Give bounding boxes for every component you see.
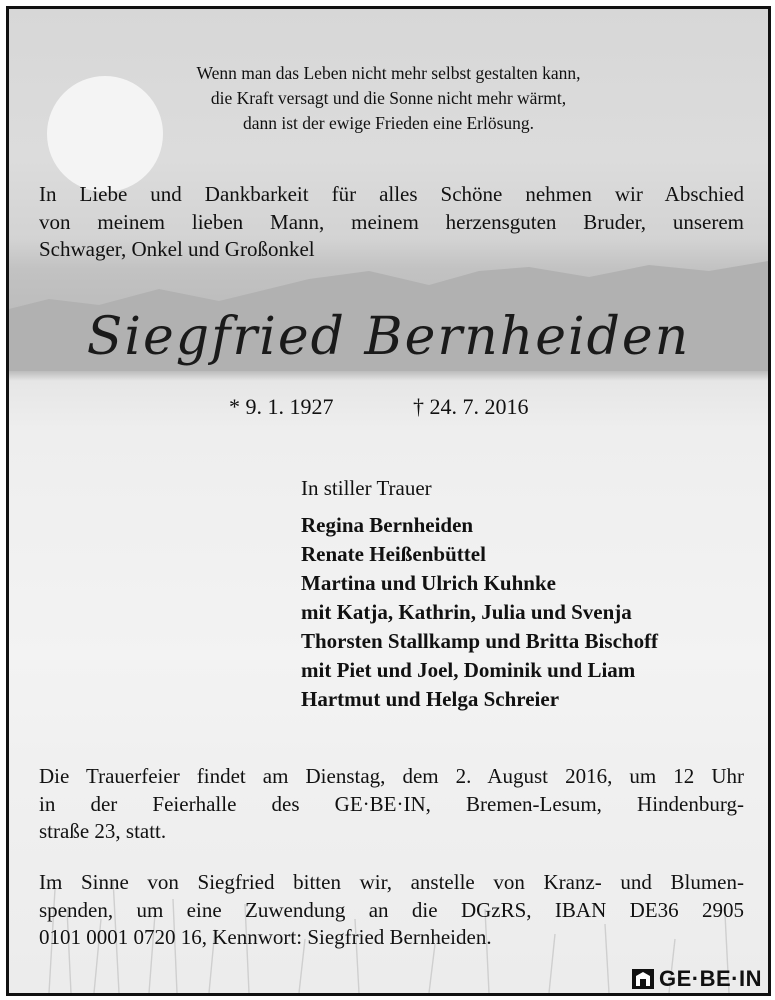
poem-line: die Kraft versagt und die Sonne nicht mehr wärmt, [210, 88, 567, 108]
mourners-title: In stiller Trauer [301, 476, 432, 500]
funeral-line: in der Feierhalle des GE·BE·IN, Bremen-Lesum, Hindenburg- [39, 791, 744, 816]
poem [9, 61, 768, 136]
mourner-name: Regina Bernheiden [301, 513, 474, 537]
mourner-name: mit Katja, Kathrin, Julia und Svenja [301, 600, 632, 624]
intro-text [39, 181, 744, 264]
deceased-name: Siegfried Bernheiden [86, 307, 691, 367]
mourner-name: Hartmut und Helga Schreier [301, 687, 560, 711]
logo-text: GE·BE·IN [659, 966, 762, 991]
gebein-logo-icon [631, 968, 655, 990]
donation-line: spenden, um eine Zuwendung an die DGzRS, IBAN DE36 2905 [39, 897, 744, 922]
funeral-line: Die Trauerfeier findet am Dienstag, dem 2. August 2016, um 12 Uhr [39, 764, 744, 788]
funeral-line: straße 23, statt. [39, 819, 167, 843]
donation-line: Im Sinne von Siegfried bitten wir, anstelle von Kranz- und Blumen- [39, 870, 744, 894]
intro-line: In Liebe und Dankbarkeit für alles Schöne nehmen wir Abschied [39, 182, 744, 206]
funeral-info [39, 763, 744, 846]
birth-date: * 9. 1. 1927 [229, 394, 334, 419]
donation-info [39, 869, 744, 952]
mourner-name: Renate Heißenbüttel [301, 542, 486, 566]
gebein-logo [631, 967, 762, 991]
mourner-name: Thorsten Stallkamp und Britta Bischoff [301, 629, 659, 653]
mourners-list [301, 511, 658, 714]
death-date: † 24. 7. 2016 [413, 394, 529, 419]
obituary-frame [6, 6, 771, 996]
intro-line: von meinem lieben Mann, meinem herzensguten Bruder, unserem [39, 209, 744, 234]
poem-line: Wenn man das Leben nicht mehr selbst gestalten kann, [196, 63, 581, 83]
donation-line: 0101 0001 0720 16, Kennwort: Siegfried Bernheiden. [39, 925, 492, 949]
mourner-name: Martina und Ulrich Kuhnke [301, 571, 556, 595]
mourner-name: mit Piet und Joel, Dominik und Liam [301, 658, 636, 682]
intro-line: Schwager, Onkel und Großonkel [39, 237, 315, 261]
poem-line: dann ist der ewige Frieden eine Erlösung. [242, 113, 535, 133]
